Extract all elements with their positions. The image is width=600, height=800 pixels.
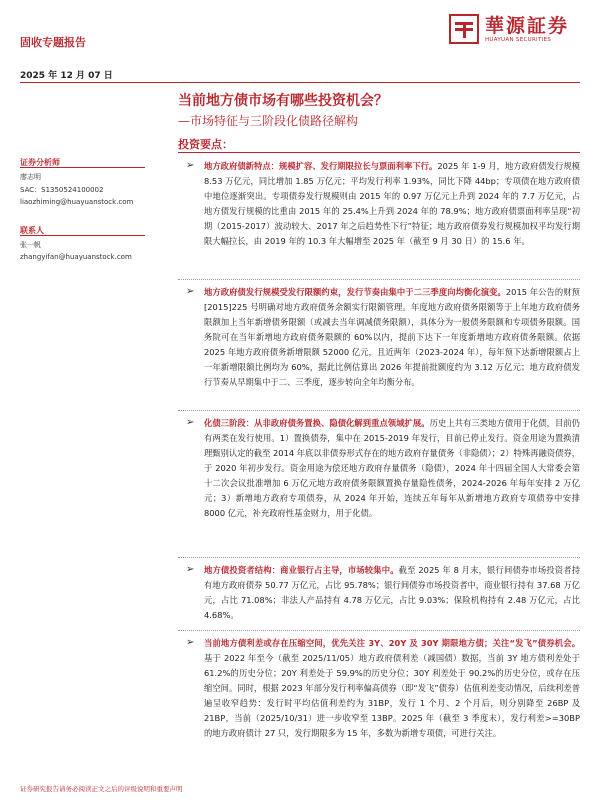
- key-point-5: [204, 636, 580, 741]
- key-point-1-body: 2025 年 1-9 月，地方政府债发行规模 8.53 万亿元，同比增加 1.85 万亿元；平均发行利率 1.93%，同比下降 44bp；专项债在地方政府债中地位逐渐突出。专项债券发行规模则由 2015 年的 0.97 万亿元上升到 2024 年的 7.7 万亿元，占地方债发行规模的比重由 2015 年的 25.4%上升到 2024 年的 78.9%；地方政府债票面利率呈现“初期（2015-2017）波动较大、2017 年之后趋势性下行”特征；地方政府债券发行规模加权平均发行期限大幅拉长，由 2019 年的 10.3 年大幅增至 2025 年（截至 9 月 30 日）的 15.6 年。: [204, 161, 580, 246]
- key-point-5-lead: 当前地方债利差或存在压缩空间，优先关注 3Y、20Y 及 30Y 期限地方债；关注“发飞”债券机会。: [204, 638, 580, 648]
- bullet-arrow-icon: ➢: [186, 417, 195, 428]
- key-point-1: [204, 159, 580, 249]
- report-subtitle: —市场特征与三阶段化债路径解构: [178, 114, 359, 128]
- contact-heading: 联系人: [20, 226, 44, 235]
- bullet-arrow-icon: ➢: [186, 160, 195, 171]
- company-logo: [449, 14, 569, 44]
- section-divider: [178, 279, 580, 280]
- section-divider: [178, 557, 580, 558]
- bullet-arrow-icon: ➢: [186, 564, 195, 575]
- contact-name: 张一帆: [20, 241, 41, 249]
- section-divider: [178, 630, 580, 631]
- key-point-1-lead: 地方政府债新特点：规模扩容、发行期限拉长与票面利率下行。: [204, 161, 438, 171]
- analyst-email[interactable]: liaozhiming@huayuanstock.com: [20, 198, 134, 206]
- logo-english: HUAYUAN SECURITIES: [485, 37, 552, 43]
- analyst-sac: SAC：S1350524100002: [20, 186, 104, 194]
- key-point-2-lead: 地方政府债发行规模受发行限额约束，发行节奏由集中于二三季度向均衡化演变。: [204, 287, 506, 297]
- header-divider: [20, 82, 580, 83]
- disclaimer-footer: 证券研究报告请务必阅读正文之后的评级说明和重要声明: [20, 785, 183, 793]
- key-point-4-lead: 地方债投资者结构：商业银行占主导，市场较集中。: [204, 565, 399, 575]
- logo-seal-icon: [449, 14, 479, 44]
- bullet-arrow-icon: ➢: [186, 286, 195, 297]
- key-point-4-body: 截至 2025 年 8 月末，银行间债券市场投资者持有地方政府债券 50.77 万亿元，占比 95.78%；银行间债券市场投资者中，商业银行持有 37.68 万亿元，占比 71.08%；非法人产品持有 4.78 万亿元，占比 9.03%；保险机构持有 2.48 万亿元，占比 4.68%。: [204, 565, 580, 620]
- key-point-3: [204, 416, 580, 521]
- report-title: 当前地方债市场有哪些投资机会？: [178, 93, 388, 109]
- key-point-2: [204, 285, 580, 390]
- key-point-4: [204, 563, 580, 623]
- contact-divider: [20, 235, 145, 236]
- bullet-arrow-icon: ➢: [186, 637, 195, 648]
- section-divider: [178, 410, 580, 411]
- report-type-label: 固收专题报告: [20, 36, 86, 49]
- contact-email[interactable]: zhangyifan@huayuanstock.com: [20, 253, 132, 261]
- analyst-name: 廖志明: [20, 173, 41, 181]
- key-points-divider: [178, 152, 580, 153]
- analyst-heading: 证券分析师: [20, 158, 60, 167]
- analyst-divider: [20, 167, 145, 168]
- key-point-5-body: 基于 2022 年至今（截至 2025/11/05）地方政府债利差（减国债）数据，当前 3Y 地方债利差处于 61.2%的历史分位；20Y 利差处于 59.9%的历史分位；30Y 利差处于 90.2%的历史分位，或存在压缩空间。同时，根据 2023 年部分发行利率偏高债券（即“发飞”债券）估值利差变动情况，后续利差普遍呈收窄趋势：发行时平均估值利差约为 31BP，发行 1 个月、2 个月后，则分别降至 26BP 及 21BP，当前（2025/10/31）进一步收窄至 13BP。2025 年（截至 3 季度末），发行利差>=30BP 的地方政府债计 27 只，发行期限多为 15 年，多数为新增专项债，可进行关注。: [204, 653, 580, 738]
- logo-name: 華源証券: [485, 15, 570, 37]
- key-point-3-body: 历史上共有三类地方债用于化债，目前仍有两类在发行使用。1）置换债券，集中在 2015-2019 年发行，目前已停止发行。资金用途为置换清理甄别认定的截至 2014 年底以非债券形式存在的地方政府存量债务（非隐债）；2）特殊再融资债券，于 2020 年初步发行。资金用途为偿还地方政府存量债务（隐债），2024 年十四届全国人大常委会第十二次会议批准增加 6 万亿元地方政府债务限额置换存量隐性债务，2024-2026 年每年安排 2 万亿元；3）新增地方政府专项债券，从 2024 年开始，连续五年每年从新增地方政府专项债券中安排 8000 亿元，补充政府性基金财力，用于化债。: [204, 418, 580, 518]
- key-point-2-body: 2015 年公告的财预[2015]225 号明确对地方政府债务余额实行限额管理。年度地方政府债务限额等于上年地方政府债务限额加上当年新增债务限额（或减去当年调减债务限额），具体分为一般债务限额和专项债务限额。国务院可在当年新增地方政府债务限额的 60%以内，提前下达下一年度新增地方政府债务限额。依据 2025 年地方政府债务新增限额 52000 亿元，且近两年（2023-2024 年），每年预下达新增限额占上一年新增限额比例均为 60%，据此比例估算出 2026 年提前批额度约为 3.12 万亿元；地方政府债发行节奏从早期集中于二、三季度，逐步转向全年均衡分布。: [204, 287, 580, 387]
- key-point-3-lead: 化债三阶段：从非政府债务置换、隐债化解到重点领域扩展。: [204, 418, 430, 428]
- report-date: 2025 年 12 月 07 日: [20, 71, 113, 81]
- key-points-heading: 投资要点：: [178, 138, 233, 151]
